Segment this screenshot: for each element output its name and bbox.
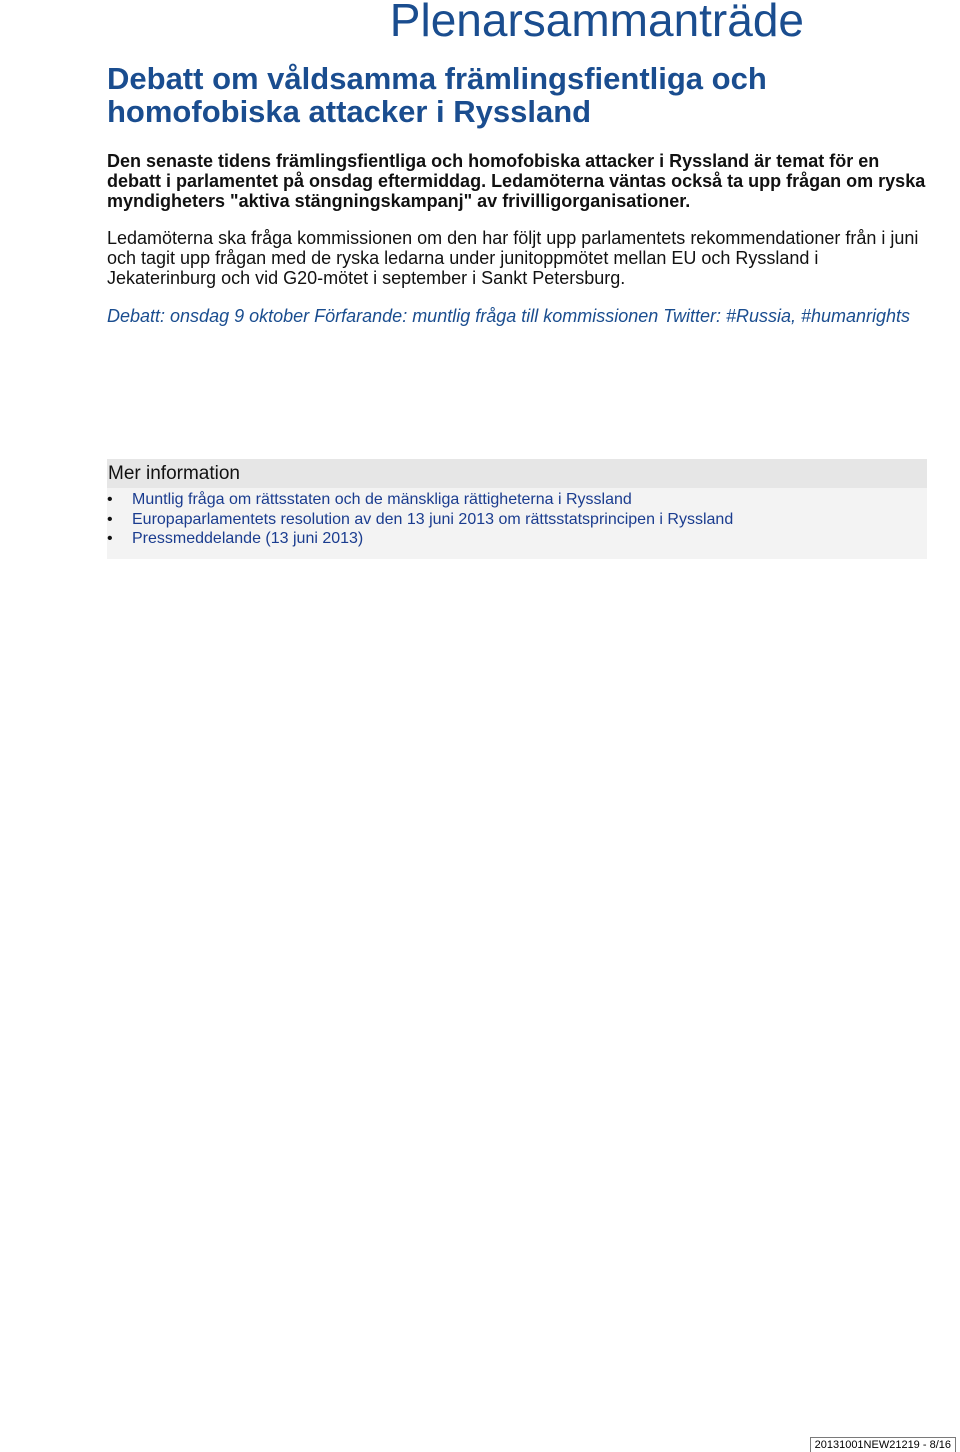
article-title: Debatt om våldsamma främlingsfientliga och homofobiska attacker i Ryssland xyxy=(107,61,767,129)
bullet-icon: • xyxy=(107,510,113,528)
bullet-icon: • xyxy=(107,491,113,508)
footer-reference: 20131001NEW21219 - 8/16 xyxy=(810,1437,956,1452)
list-item xyxy=(107,510,927,530)
article-body: Ledamöterna ska fråga kommissionen om den har följt upp parlamentets rekommendationer från i juni och tagit upp frågan med de ryska ledarna under junitoppmötet mellan EU och Ryssland i Jekaterinburg och vid G20-mötet i september i Sankt Petersburg. xyxy=(107,228,919,288)
list-item xyxy=(107,490,927,510)
article-lead: Den senaste tidens främlingsfientliga och homofobiska attacker i Ryssland är temat för en debatt i parlamentet på onsdag eftermiddag. Ledamöterna väntas också ta upp frågan om ryska myndigheters "aktiva stängningskampanj" av frivilligorganisationer. xyxy=(107,151,926,211)
link-oral-question[interactable]: Muntlig fråga om rättsstaten och de mänskliga rättigheterna i Ryssland xyxy=(132,491,632,508)
section-label: Plenarsammanträde xyxy=(389,0,804,46)
more-info-heading: Mer information xyxy=(107,459,927,488)
page-header xyxy=(0,0,960,48)
article-meta: Debatt: onsdag 9 oktober Förfarande: muntlig fråga till kommissionen Twitter: #Russia, #humanrights xyxy=(107,306,911,326)
link-parliament-resolution[interactable]: Europaparlamentets resolution av den 13 juni 2013 om rättsstatsprincipen i Ryssland xyxy=(132,510,734,528)
more-info-list xyxy=(107,488,927,549)
article xyxy=(107,62,927,326)
bullet-icon: • xyxy=(107,530,113,547)
link-press-release[interactable]: Pressmeddelande (13 juni 2013) xyxy=(132,530,364,547)
more-info-panel xyxy=(107,459,927,559)
list-item xyxy=(107,529,927,549)
